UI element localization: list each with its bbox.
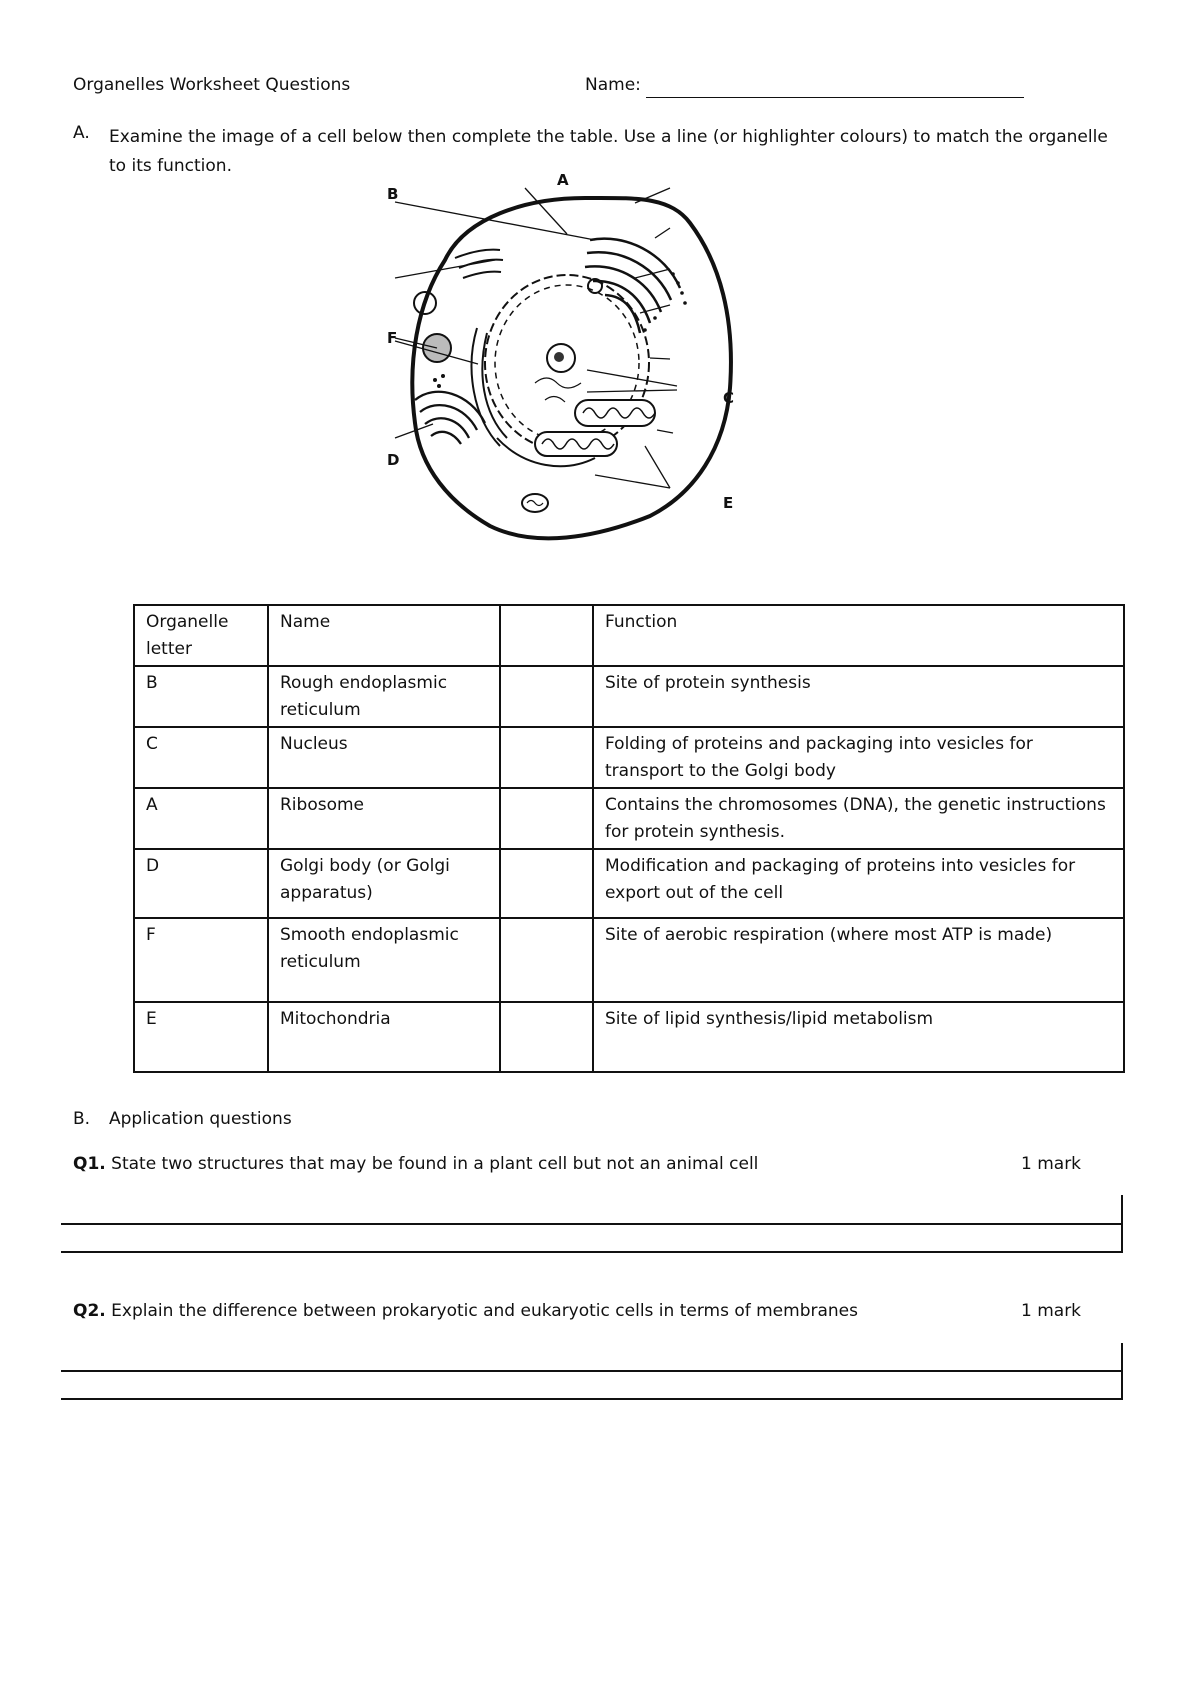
golgi-small [455, 250, 503, 278]
question-2 [73, 1301, 858, 1321]
rough-er [585, 239, 680, 333]
row-function: Site of protein synthesis [593, 666, 1124, 727]
organelle-table [133, 604, 1125, 1073]
diagram-label-c: C [723, 389, 735, 407]
row-letter: F [134, 918, 268, 1002]
question-1-text: State two structures that may be found in a plant cell but not an animal cell [105, 1154, 759, 1174]
mitochondrion-3 [522, 494, 548, 512]
mitochondrion-2 [535, 432, 617, 456]
row-letter: D [134, 849, 268, 918]
row-match-cell[interactable] [500, 666, 593, 727]
diagram-label-d: D [387, 451, 400, 469]
name-field-line[interactable] [646, 97, 1024, 98]
q1-answer-line-1[interactable] [61, 1223, 1123, 1225]
table-row [134, 1002, 1124, 1072]
row-name: Smooth endoplasmic reticulum [268, 918, 500, 1002]
section-a-letter: A. [73, 123, 90, 143]
question-2-marks: 1 mark [1021, 1301, 1082, 1321]
row-letter: E [134, 1002, 268, 1072]
row-match-cell[interactable] [500, 788, 593, 849]
row-function: Folding of proteins and packaging into vesicles for transport to the Golgi body [593, 727, 1124, 788]
section-b-title: Application questions [109, 1109, 292, 1129]
row-letter: B [134, 666, 268, 727]
header-organelle-letter: Organelle letter [134, 605, 268, 666]
table-header-row [134, 605, 1124, 666]
q1-answer-line-2[interactable] [61, 1251, 1123, 1253]
q2-answer-line-1[interactable] [61, 1370, 1123, 1372]
table-row [134, 849, 1124, 918]
question-2-number: Q2. [73, 1301, 106, 1321]
row-match-cell[interactable] [500, 849, 593, 918]
question-2-text: Explain the difference between prokaryotic and eukaryotic cells in terms of membranes [105, 1301, 858, 1321]
row-letter: C [134, 727, 268, 788]
row-function: Site of lipid synthesis/lipid metabolism [593, 1002, 1124, 1072]
header-blank [500, 605, 593, 666]
section-b-letter: B. [73, 1109, 91, 1129]
row-name: Nucleus [268, 727, 500, 788]
row-function: Contains the chromosomes (DNA), the genetic instructions for protein synthesis. [593, 788, 1124, 849]
question-1-number: Q1. [73, 1154, 106, 1174]
diagram-label-b: B [387, 185, 399, 203]
row-function: Modification and packaging of proteins into vesicles for export out of the cell [593, 849, 1124, 918]
table-row [134, 918, 1124, 1002]
section-a-instructions: Examine the image of a cell below then complete the table. Use a line (or highlighter colours) to match the organelle to its function. [109, 127, 1108, 176]
table-row [134, 727, 1124, 788]
row-name: Rough endoplasmic reticulum [268, 666, 500, 727]
diagram-label-f: F [387, 329, 398, 347]
header-function: Function [593, 605, 1124, 666]
golgi-body [415, 392, 485, 444]
table-row [134, 788, 1124, 849]
name-label: Name: [585, 75, 641, 95]
row-match-cell[interactable] [500, 727, 593, 788]
q2-answer-box-edge [1121, 1343, 1123, 1400]
diagram-label-e: E [723, 494, 734, 512]
diagram-label-a: A [557, 171, 569, 189]
row-match-cell[interactable] [500, 918, 593, 1002]
table-row [134, 666, 1124, 727]
header-name: Name [268, 605, 500, 666]
mitochondrion-1 [575, 400, 655, 426]
row-name: Ribosome [268, 788, 500, 849]
row-function: Site of aerobic respiration (where most ATP is made) [593, 918, 1124, 1002]
cell-diagram [387, 168, 755, 548]
row-name: Golgi body (or Golgi apparatus) [268, 849, 500, 918]
row-match-cell[interactable] [500, 1002, 593, 1072]
row-letter: A [134, 788, 268, 849]
worksheet-title: Organelles Worksheet Questions [73, 75, 351, 95]
question-1-marks: 1 mark [1021, 1154, 1082, 1174]
row-name: Mitochondria [268, 1002, 500, 1072]
q2-answer-line-2[interactable] [61, 1398, 1123, 1400]
q1-answer-box-edge [1121, 1195, 1123, 1253]
question-1 [73, 1154, 758, 1174]
